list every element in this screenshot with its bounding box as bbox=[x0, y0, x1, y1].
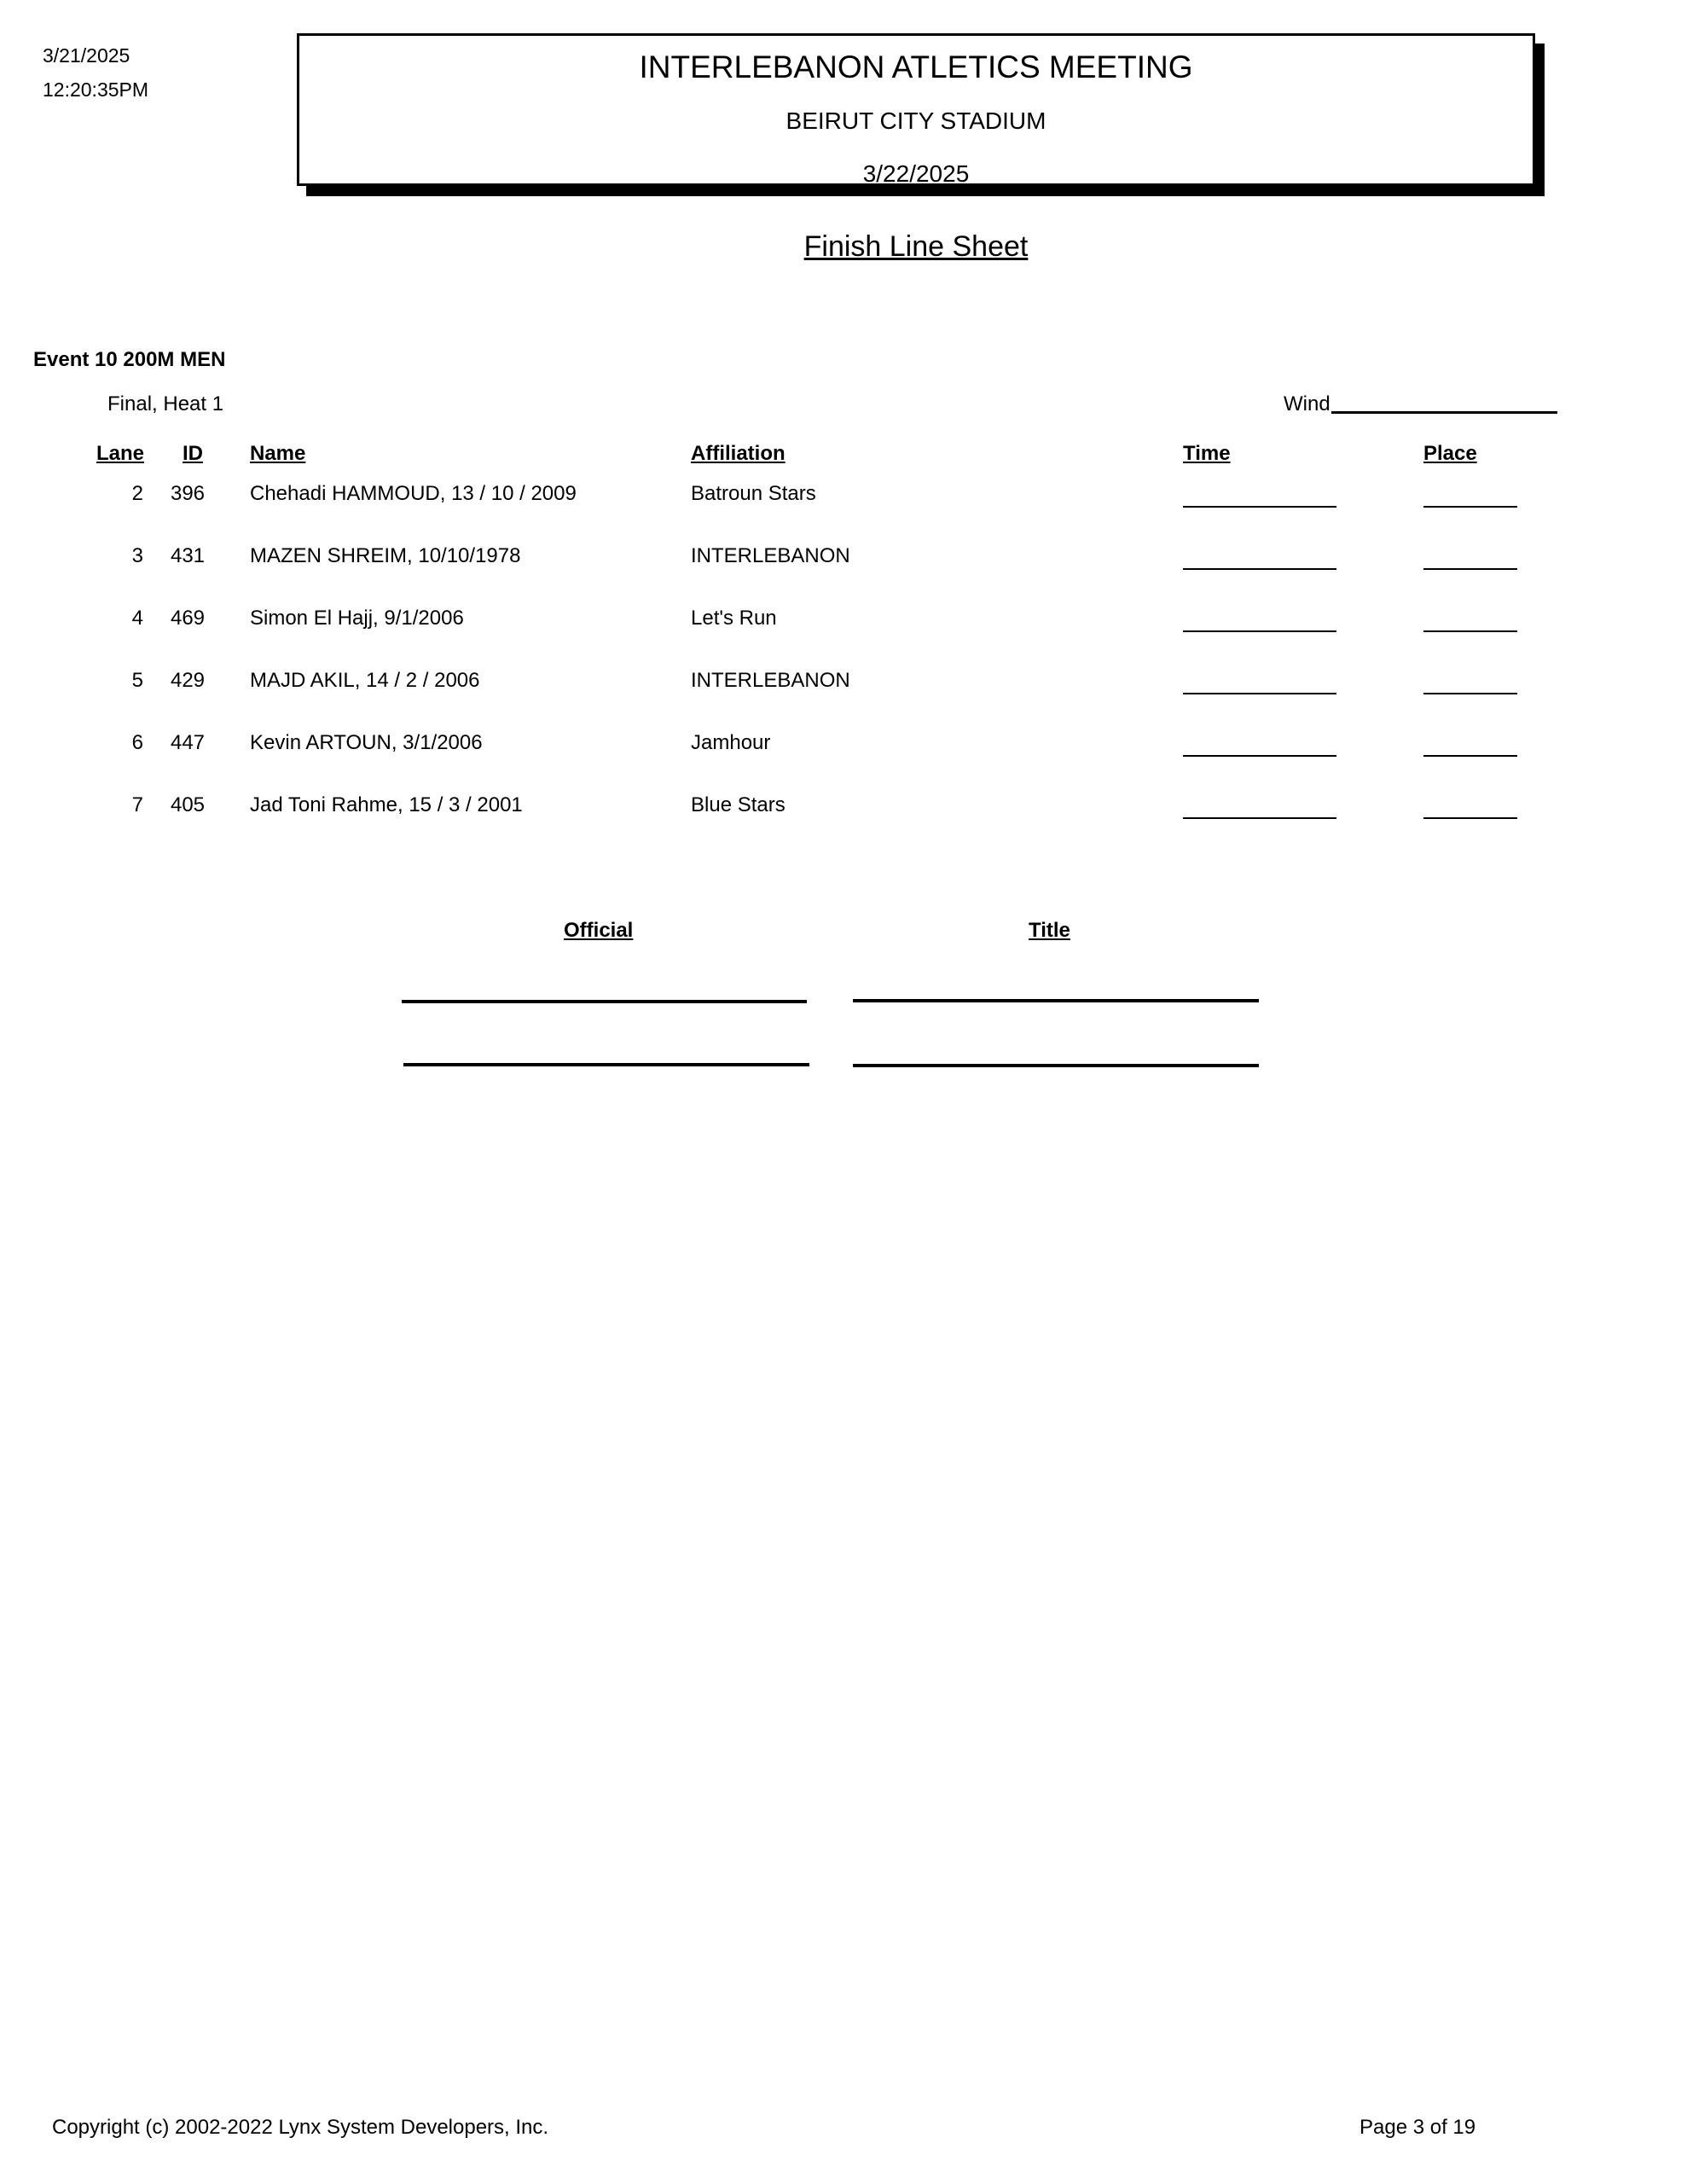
wind-entry-line bbox=[1331, 411, 1557, 414]
affiliation-cell: Batroun Stars bbox=[691, 482, 816, 505]
affiliation-cell: Jamhour bbox=[691, 731, 771, 754]
official-signature-heading: Official bbox=[564, 919, 634, 942]
name-cell: Jad Toni Rahme, 15 / 3 / 2001 bbox=[250, 793, 523, 816]
heat-label: Final, Heat 1 bbox=[107, 392, 224, 415]
column-header-time: Time bbox=[1183, 442, 1231, 465]
lane-cell: 5 bbox=[131, 669, 143, 692]
copyright-notice: Copyright (c) 2002-2022 Lynx System Developers, Inc. bbox=[52, 2116, 549, 2139]
name-cell: MAZEN SHREIM, 10/10/1978 bbox=[250, 544, 521, 567]
column-header-name: Name bbox=[250, 442, 306, 465]
time-blank-line bbox=[1183, 693, 1336, 694]
sheet-title: Finish Line Sheet bbox=[803, 230, 1029, 263]
lane-cell: 7 bbox=[131, 793, 143, 816]
column-header-lane: Lane bbox=[96, 442, 145, 465]
time-blank-line bbox=[1183, 568, 1336, 570]
name-cell: Chehadi HAMMOUD, 13 / 10 / 2009 bbox=[250, 482, 577, 505]
title-signature-line bbox=[853, 1064, 1259, 1067]
affiliation-cell: Let's Run bbox=[691, 607, 777, 630]
column-header-place: Place bbox=[1423, 442, 1477, 465]
title-signature-heading: Title bbox=[1029, 919, 1070, 942]
wind-label: Wind bbox=[1284, 392, 1330, 415]
official-signature-line bbox=[403, 1063, 809, 1066]
place-blank-line bbox=[1423, 817, 1517, 819]
lane-cell: 4 bbox=[131, 607, 143, 630]
place-blank-line bbox=[1423, 506, 1517, 508]
time-blank-line bbox=[1183, 630, 1336, 632]
table-row bbox=[0, 669, 1687, 703]
id-cell: 447 bbox=[170, 731, 206, 754]
id-cell: 469 bbox=[170, 607, 206, 630]
lane-cell: 2 bbox=[131, 482, 143, 505]
place-blank-line bbox=[1423, 755, 1517, 757]
page-number: Page 3 of 19 bbox=[1359, 2116, 1476, 2139]
column-header-id: ID bbox=[183, 442, 203, 465]
name-cell: Kevin ARTOUN, 3/1/2006 bbox=[250, 731, 483, 754]
print-time: 12:20:35PM bbox=[43, 78, 149, 101]
event-label: Event 10 200M MEN bbox=[33, 348, 226, 371]
affiliation-cell: Blue Stars bbox=[691, 793, 786, 816]
place-blank-line bbox=[1423, 568, 1517, 570]
lane-cell: 3 bbox=[131, 544, 143, 567]
place-blank-line bbox=[1423, 693, 1517, 694]
meet-venue: BEIRUT CITY STADIUM bbox=[786, 107, 1046, 134]
id-cell: 429 bbox=[170, 669, 206, 692]
meet-date: 3/22/2025 bbox=[862, 160, 970, 187]
name-cell: MAJD AKIL, 14 / 2 / 2006 bbox=[250, 669, 480, 692]
table-row bbox=[0, 607, 1687, 641]
print-date: 3/21/2025 bbox=[43, 44, 130, 67]
title-signature-line bbox=[853, 999, 1259, 1002]
table-row bbox=[0, 482, 1687, 516]
time-blank-line bbox=[1183, 506, 1336, 508]
id-cell: 405 bbox=[170, 793, 206, 816]
name-cell: Simon El Hajj, 9/1/2006 bbox=[250, 607, 464, 630]
column-header-affiliation: Affiliation bbox=[691, 442, 786, 465]
table-row bbox=[0, 793, 1687, 828]
lane-cell: 6 bbox=[131, 731, 143, 754]
affiliation-cell: INTERLEBANON bbox=[691, 544, 850, 567]
id-cell: 431 bbox=[170, 544, 206, 567]
official-signature-line bbox=[402, 1000, 807, 1003]
id-cell: 396 bbox=[170, 482, 206, 505]
meet-title: INTERLEBANON ATLETICS MEETING bbox=[639, 49, 1193, 84]
table-row bbox=[0, 731, 1687, 765]
affiliation-cell: INTERLEBANON bbox=[691, 669, 850, 692]
time-blank-line bbox=[1183, 817, 1336, 819]
time-blank-line bbox=[1183, 755, 1336, 757]
place-blank-line bbox=[1423, 630, 1517, 632]
table-row bbox=[0, 544, 1687, 578]
